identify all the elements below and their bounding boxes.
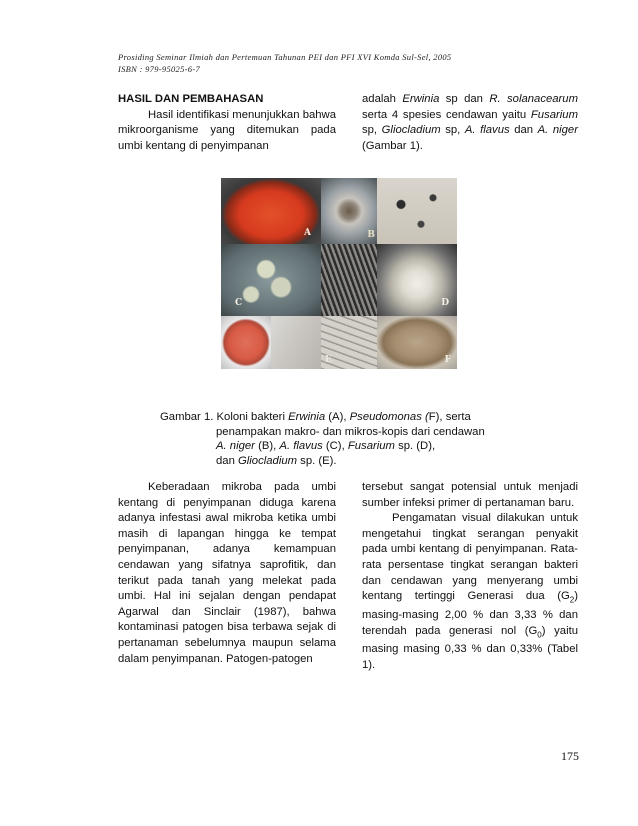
page-number: 175 <box>561 749 579 763</box>
photo-aniger-micro <box>377 178 457 244</box>
photo-gliocladium-macro <box>221 316 271 369</box>
bottom-right-column <box>362 480 578 674</box>
figure-label-c: C <box>235 298 243 308</box>
photo-aflavus-micro <box>321 244 377 316</box>
photo-gliocladium-micro <box>271 316 321 369</box>
isbn-header: ISBN : 979-95025-6-7 <box>118 64 201 74</box>
photo-erwinia-colony <box>221 178 321 244</box>
photo-aflavus-macro <box>221 244 321 316</box>
figure-label-d: D <box>441 298 449 308</box>
figure-label-f: F <box>444 355 451 365</box>
figure-label-b: B <box>367 230 375 240</box>
figure-1-photo-grid <box>221 178 457 369</box>
caption-line-4: dan Gliocladium sp. (E). <box>216 454 337 467</box>
figure-caption <box>160 410 520 468</box>
findings-paragraph: adalah Erwinia sp dan R. solanacearum serta 4 spesies cendawan yaitu Fusarium sp, Gliocladium sp, A. flavus dan A. niger (Gambar 1). <box>362 93 578 152</box>
top-right-column <box>362 92 578 154</box>
photo-pseudomonas-colony <box>377 316 457 369</box>
proceedings-header: Prosiding Seminar Ilmiah dan Pertemuan Tahunan PEI dan PFI XVI Komda Sul-Sel, 2005 <box>118 52 452 62</box>
infection-source-paragraph: tersebut sangat potensial untuk menjadi sumber infeksi primer di pertanaman baru. <box>362 481 578 509</box>
top-left-column <box>118 92 336 154</box>
discussion-paragraph: Keberadaan mikroba pada umbi kentang di penyimpanan diduga karena adanya infestasi awal mikroba ketika umbi masih di lapangan hingga ke tempat penyimpanan, adanya kemampuan cendawan yang sifatnya saprofitik, dan terikut pada tanah yang melekat pada umbi. Hal ini sejalan dengan pendapat Agarwal dan Sinclair (1987), bahwa kontaminasi patogen bisa terbawa sejak di pertanaman sebelumnya maupun selama dalam penyimpanan. Patogen-patogen <box>118 481 336 665</box>
section-title: HASIL DAN PEMBAHASAN <box>118 93 264 105</box>
row3-left-pair <box>221 316 321 369</box>
observation-paragraph: Pengamatan visual dilakukan untuk mengetahui tingkat serangan penyakit pada umbi kentang di penyimpanan. Rata-rata persentase tingkat serangan bakteri dan cendawan yang menyerang umbi kentang tertinggi Generasi dua $(G_2)$ masing-masing 2,00 % dan 3,33 % dan terendah pada generasi nol $(G_0)$ yaitu masing masing 0,33 % dan 0,33% (Tabel 1). <box>362 512 579 672</box>
caption-line-2: penampakan makro- dan mikros-kopis dari cendawan <box>216 425 485 438</box>
caption-line-3: A. niger (B), A. flavus (C), Fusarium sp. (D), <box>216 440 436 453</box>
figure-label-a: A <box>304 228 311 238</box>
figure-label-e: E <box>325 355 332 365</box>
bottom-left-column <box>118 480 336 667</box>
intro-paragraph: Hasil identifikasi menunjukkan bahwa mikroorganisme yang ditemukan pada umbi kentang di penyimpanan <box>118 108 336 152</box>
photo-fusarium-macro <box>377 244 457 316</box>
photo-gliocladium-micro-2 <box>321 316 377 369</box>
photo-aniger-macro <box>321 178 377 244</box>
caption-line-1: Gambar 1. Koloni bakteri Erwinia (A), Pseudomonas (F), serta <box>160 411 471 423</box>
